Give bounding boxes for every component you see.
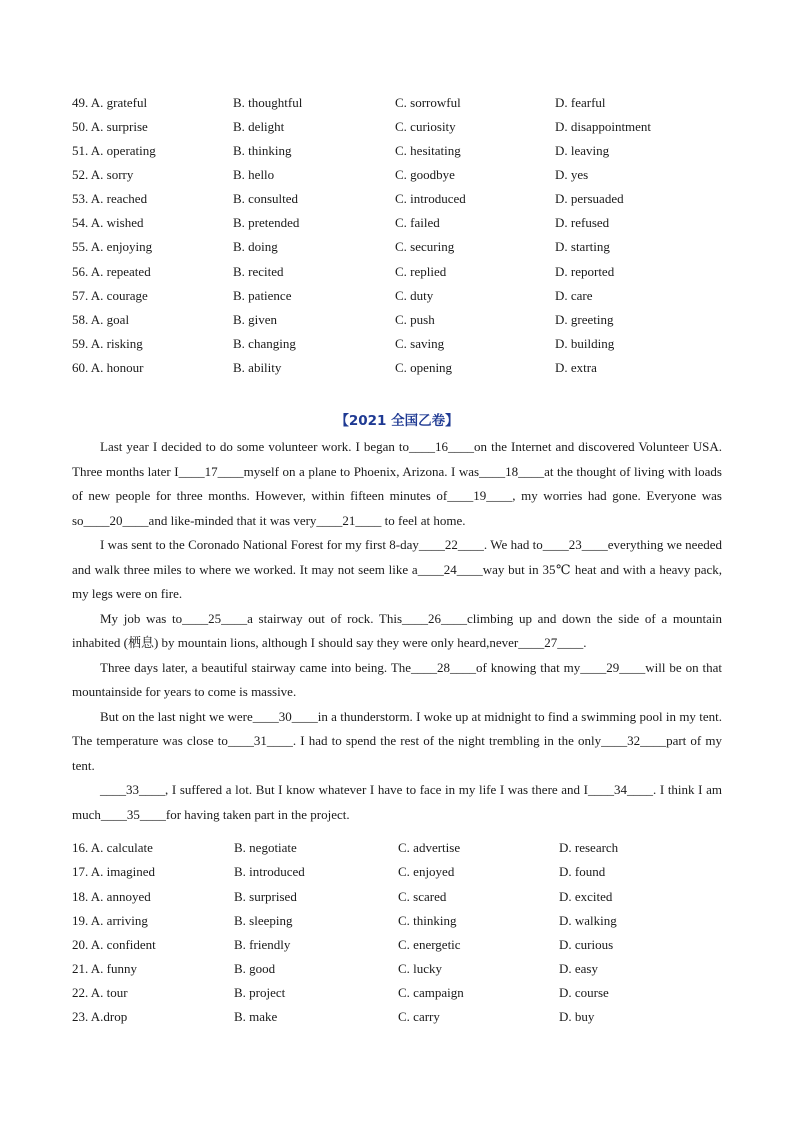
option-c: C. goodbye [395, 167, 455, 182]
option-d: D. buy [559, 1009, 595, 1024]
option-d: D. care [555, 288, 593, 303]
cloze-passage [72, 435, 722, 827]
option-a: 21. A. funny [72, 961, 137, 976]
option-b: B. doing [233, 239, 278, 254]
option-a: 53. A. reached [72, 191, 148, 206]
option-a: 58. A. goal [72, 312, 130, 327]
option-b: B. given [233, 312, 278, 327]
option-d: D. extra [555, 360, 597, 375]
option-b: B. pretended [233, 215, 300, 230]
option-d: D. greeting [555, 312, 614, 327]
option-c: C. push [395, 312, 435, 327]
question-row [72, 961, 732, 981]
option-c: C. advertise [398, 840, 461, 855]
option-b: B. ability [233, 360, 282, 375]
option-d: D. yes [555, 167, 589, 182]
passage-paragraph: Three days later, a beautiful stairway came into being. The____28____of knowing that my____29____will be on that mountainside for years to come is massive. [72, 659, 722, 699]
question-row [72, 360, 732, 380]
passage-paragraph: My job was to____25____a stairway out of rock. This____26____climbing up and down the side of a mountain inhabited (栖息) by mountain lions, although I should say they were only heard,never____27____. [72, 610, 722, 650]
question-row [72, 95, 732, 115]
option-b: B. sleeping [234, 913, 293, 928]
section-heading: 【2021 全国乙卷】 [335, 413, 459, 429]
option-b: B. delight [233, 119, 285, 134]
option-d: D. starting [555, 239, 610, 254]
option-a: 16. A. calculate [72, 840, 153, 855]
option-b: B. friendly [234, 937, 291, 952]
option-a: 54. A. wished [72, 215, 144, 230]
passage-paragraph: I was sent to the Coronado National Forest for my first 8-day____22____. We had to____23____everything we needed and walk three miles to where we worked. It may not seem like a____24____way but in 35℃ heat and with a heavy pack, my legs were on fire. [72, 537, 722, 601]
question-row [72, 985, 732, 1005]
option-c: C. duty [395, 288, 434, 303]
option-b: B. thoughtful [233, 95, 303, 110]
option-b: B. make [234, 1009, 278, 1024]
option-a: 22. A. tour [72, 985, 128, 1000]
option-c: C. campaign [398, 985, 464, 1000]
option-b: B. introduced [234, 864, 305, 879]
passage-paragraph: Last year I decided to do some volunteer work. I began to____16____on the Internet and discovered Volunteer USA. Three months later I____17____myself on a plane to Phoenix, Arizona. I was____18____at the thought of living with loads of new people for three months. However, within fifteen minutes of____19____, my worries had gone. Everyone was so____20____and like-minded that it was very____21____ to feel at home. [72, 439, 722, 528]
option-d: D. refused [555, 215, 610, 230]
option-c: C. curiosity [395, 119, 456, 134]
option-a: 23. A.drop [72, 1009, 128, 1024]
option-c: C. securing [395, 239, 455, 254]
option-a: 20. A. confident [72, 937, 156, 952]
option-b: B. patience [233, 288, 292, 303]
option-c: C. saving [395, 336, 445, 351]
question-row [72, 336, 732, 356]
option-a: 60. A. honour [72, 360, 144, 375]
option-d: D. reported [555, 264, 615, 279]
question-row [72, 288, 732, 308]
question-row [72, 264, 732, 284]
option-a: 18. A. annoyed [72, 889, 151, 904]
option-c: C. replied [395, 264, 447, 279]
option-d: D. fearful [555, 95, 606, 110]
option-d: D. curious [559, 937, 614, 952]
option-c: C. lucky [398, 961, 443, 976]
option-b: B. hello [233, 167, 275, 182]
option-a: 52. A. sorry [72, 167, 134, 182]
option-c: C. carry [398, 1009, 440, 1024]
passage-paragraph: ____33____, I suffered a lot. But I know whatever I have to face in my life I was there and I____34____. I think I am much____35____for having taken part in the project. [72, 782, 722, 822]
question-row [72, 215, 732, 235]
option-a: 50. A. surprise [72, 119, 148, 134]
option-c: C. energetic [398, 937, 461, 952]
option-d: D. research [559, 840, 619, 855]
question-row [72, 889, 732, 909]
question-row [72, 143, 732, 163]
question-row [72, 913, 732, 933]
question-row [72, 1009, 732, 1029]
question-row [72, 864, 732, 884]
option-a: 59. A. risking [72, 336, 143, 351]
option-b: B. changing [233, 336, 296, 351]
option-a: 57. A. courage [72, 288, 148, 303]
question-row [72, 312, 732, 332]
option-a: 49. A. grateful [72, 95, 148, 110]
option-a: 55. A. enjoying [72, 239, 153, 254]
option-b: B. surprised [234, 889, 297, 904]
option-b: B. good [234, 961, 276, 976]
question-row [72, 119, 732, 139]
option-d: D. excited [559, 889, 613, 904]
option-d: D. leaving [555, 143, 610, 158]
option-b: B. recited [233, 264, 284, 279]
question-row [72, 937, 732, 957]
option-d: D. disappointment [555, 119, 652, 134]
option-b: B. consulted [233, 191, 298, 206]
option-d: D. persuaded [555, 191, 624, 206]
option-a: 51. A. operating [72, 143, 156, 158]
option-d: D. easy [559, 961, 598, 976]
question-row [72, 840, 732, 860]
option-c: C. opening [395, 360, 453, 375]
option-a: 19. A. arriving [72, 913, 148, 928]
option-c: C. hesitating [395, 143, 461, 158]
option-c: C. introduced [395, 191, 466, 206]
option-d: D. walking [559, 913, 617, 928]
option-c: C. scared [398, 889, 447, 904]
option-c: C. enjoyed [398, 864, 455, 879]
option-d: D. found [559, 864, 606, 879]
option-b: B. thinking [233, 143, 292, 158]
option-a: 17. A. imagined [72, 864, 156, 879]
option-d: D. building [555, 336, 615, 351]
passage-paragraph: But on the last night we were____30____in a thunderstorm. I woke up at midnight to find a swimming pool in my tent. The temperature was close to____31____. I had to spend the rest of the night trembling in the only____32____part of my tent. [72, 708, 722, 773]
option-c: C. thinking [398, 913, 457, 928]
question-row [72, 239, 732, 259]
option-b: B. project [234, 985, 286, 1000]
option-c: C. sorrowful [395, 95, 461, 110]
option-b: B. negotiate [234, 840, 297, 855]
question-row [72, 167, 732, 187]
option-a: 56. A. repeated [72, 264, 151, 279]
option-d: D. course [559, 985, 609, 1000]
option-c: C. failed [395, 215, 440, 230]
question-row [72, 191, 732, 211]
